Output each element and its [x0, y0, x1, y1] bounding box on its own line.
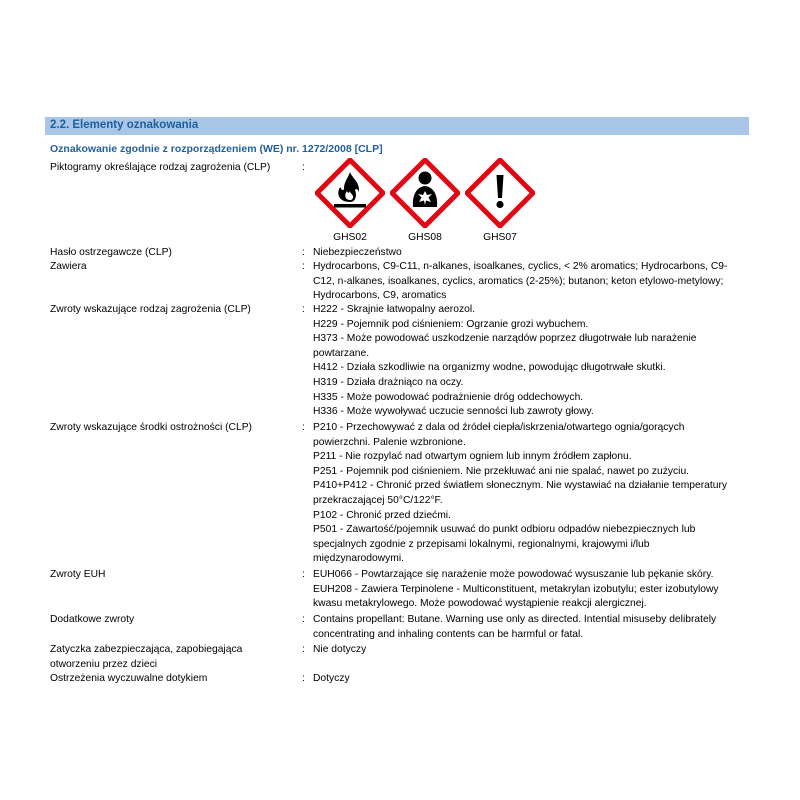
value-line: Nie dotyczy [313, 644, 367, 655]
value-line: EUH066 - Powtarzające się narażenie może powodować wysuszanie lub pękanie skóry. [313, 569, 714, 580]
row-value [313, 260, 753, 304]
row-value [313, 568, 753, 612]
row-label: Zwroty wskazujące rodzaj zagrożenia (CLP) [50, 304, 251, 315]
pictogram-ghs02 [315, 158, 385, 248]
separator: : [302, 569, 305, 580]
row-value [313, 303, 753, 420]
row-value [313, 613, 753, 642]
section-title: 2.2. Elementy oznakowania [50, 119, 199, 131]
value-line: EUH208 - Zawiera Terpinolene - Multiconstituent, metakrylan izobutylu; ester izobutylowy [313, 583, 719, 595]
row-value [313, 643, 753, 658]
row-label: Ostrzeżenia wyczuwalne dotykiem [50, 673, 208, 684]
value-line: powtarzane. [313, 347, 370, 359]
value-line: H319 - Działa drażniąco na oczy. [313, 376, 464, 388]
separator: : [302, 614, 305, 625]
separator: : [302, 162, 305, 173]
value-line: P211 - Nie rozpylać nad otwartym ogniem lub innym źródłem zapłonu. [313, 451, 632, 463]
separator: : [302, 304, 305, 315]
value-line: P251 - Pojemnik pod ciśnieniem. Nie przekłuwać ani nie spalać, nawet po zużyciu. [313, 465, 690, 477]
value-line: międzynarodowymi. [313, 553, 404, 565]
value-line: concentrating and inhaling contents can be harmful or fatal. [313, 628, 584, 640]
value-line: P501 - Zawartość/pojemnik usuwać do punkt odbioru odpadów niebezpiecznych lub [313, 524, 696, 536]
regulation-subheading: Oznakowanie zgodnie z rozporządzeniem (WE) nr. 1272/2008 [CLP] [50, 143, 383, 155]
row-label: Zwroty wskazujące środki ostrożności (CLP) [50, 422, 252, 433]
row-label: Dodatkowe zwroty [50, 614, 135, 625]
pictogram-list [313, 158, 553, 248]
pictogram-ghs08 [390, 158, 460, 248]
row-label: Hasło ostrzegawcze (CLP) [50, 247, 172, 258]
separator: : [302, 644, 305, 655]
row-value [313, 246, 753, 261]
value-line: H336 - Może wywoływać uczucie senności lub zawroty głowy. [313, 406, 594, 418]
flame-icon [315, 158, 385, 228]
pictogram-code: GHS08 [408, 232, 442, 243]
section-header [45, 117, 749, 135]
value-line: specjalnych zgodnie z przepisami lokalnymi, regionalnymi, krajowymi i/lub [313, 538, 650, 550]
value-line: H335 - Może powodować podrażnienie dróg oddechowych. [313, 391, 584, 403]
row-value [313, 421, 753, 567]
row-label: Zatyczka zabezpieczająca, zapobiegająca otworzeniu przez dzieci [50, 644, 243, 670]
value-line: H373 - Może powodować uszkodzenie narządów poprzez długotrwałe lub narażenie [313, 333, 697, 345]
value-line: H412 - Działa szkodliwie na organizmy wodne, powodując długotrwałe skutki. [313, 362, 666, 374]
value-line: Dotyczy [313, 673, 350, 684]
value-line: P210 - Przechowywać z dala od źródeł ciepła/iskrzenia/otwartego ognia/gorących [313, 422, 685, 433]
value-line: Hydrocarbons, C9-C11, n-alkanes, isoalkanes, cyclics, < 2% aromatics; Hydrocarbons, C9- [313, 261, 728, 272]
pictogram-code: GHS02 [333, 232, 367, 243]
value-line: H222 - Skrajnie łatwopalny aerozol. [313, 304, 475, 315]
value-line: C12, n-alkanes, isoalkanes, cyclics, aromatics (2-25%); butanon; keton etylowo-metylowy; [313, 275, 724, 287]
row-label: Piktogramy określające rodzaj zagrożenia (CLP) [50, 162, 271, 173]
row-label: Zawiera [50, 261, 87, 272]
pictogram-ghs07 [465, 158, 535, 248]
value-line: H229 - Pojemnik pod ciśnieniem: Ogrzanie grozi wybuchem. [313, 318, 589, 330]
health-hazard-icon [390, 158, 460, 228]
value-line: P102 - Chronić przed dziećmi. [313, 509, 451, 521]
separator: : [302, 673, 305, 684]
value-line: powierzchni. Palenie wzbronione. [313, 436, 466, 448]
value-line: kwasu metakrylowego. Może powodować wystąpienie reakcji alergicznej. [313, 598, 647, 610]
value-line: przekraczającej 50°C/122°F. [313, 494, 443, 506]
pictogram-code: GHS07 [483, 232, 517, 243]
row-label: Zwroty EUH [50, 569, 106, 580]
exclamation-mark-icon [465, 158, 535, 228]
separator: : [302, 422, 305, 433]
value-line: P410+P412 - Chronić przed światłem słonecznym. Nie wystawiać na działanie temperatury [313, 480, 728, 492]
value-line: Hydrocarbons, C9, aromatics [313, 290, 447, 302]
row-value [313, 672, 753, 687]
separator: : [302, 247, 305, 258]
separator: : [302, 261, 305, 272]
value-line: Contains propellant: Butane. Warning use only as directed. Intential misuseby delibrately [313, 614, 717, 625]
value-line: Niebezpieczeństwo [313, 247, 402, 258]
